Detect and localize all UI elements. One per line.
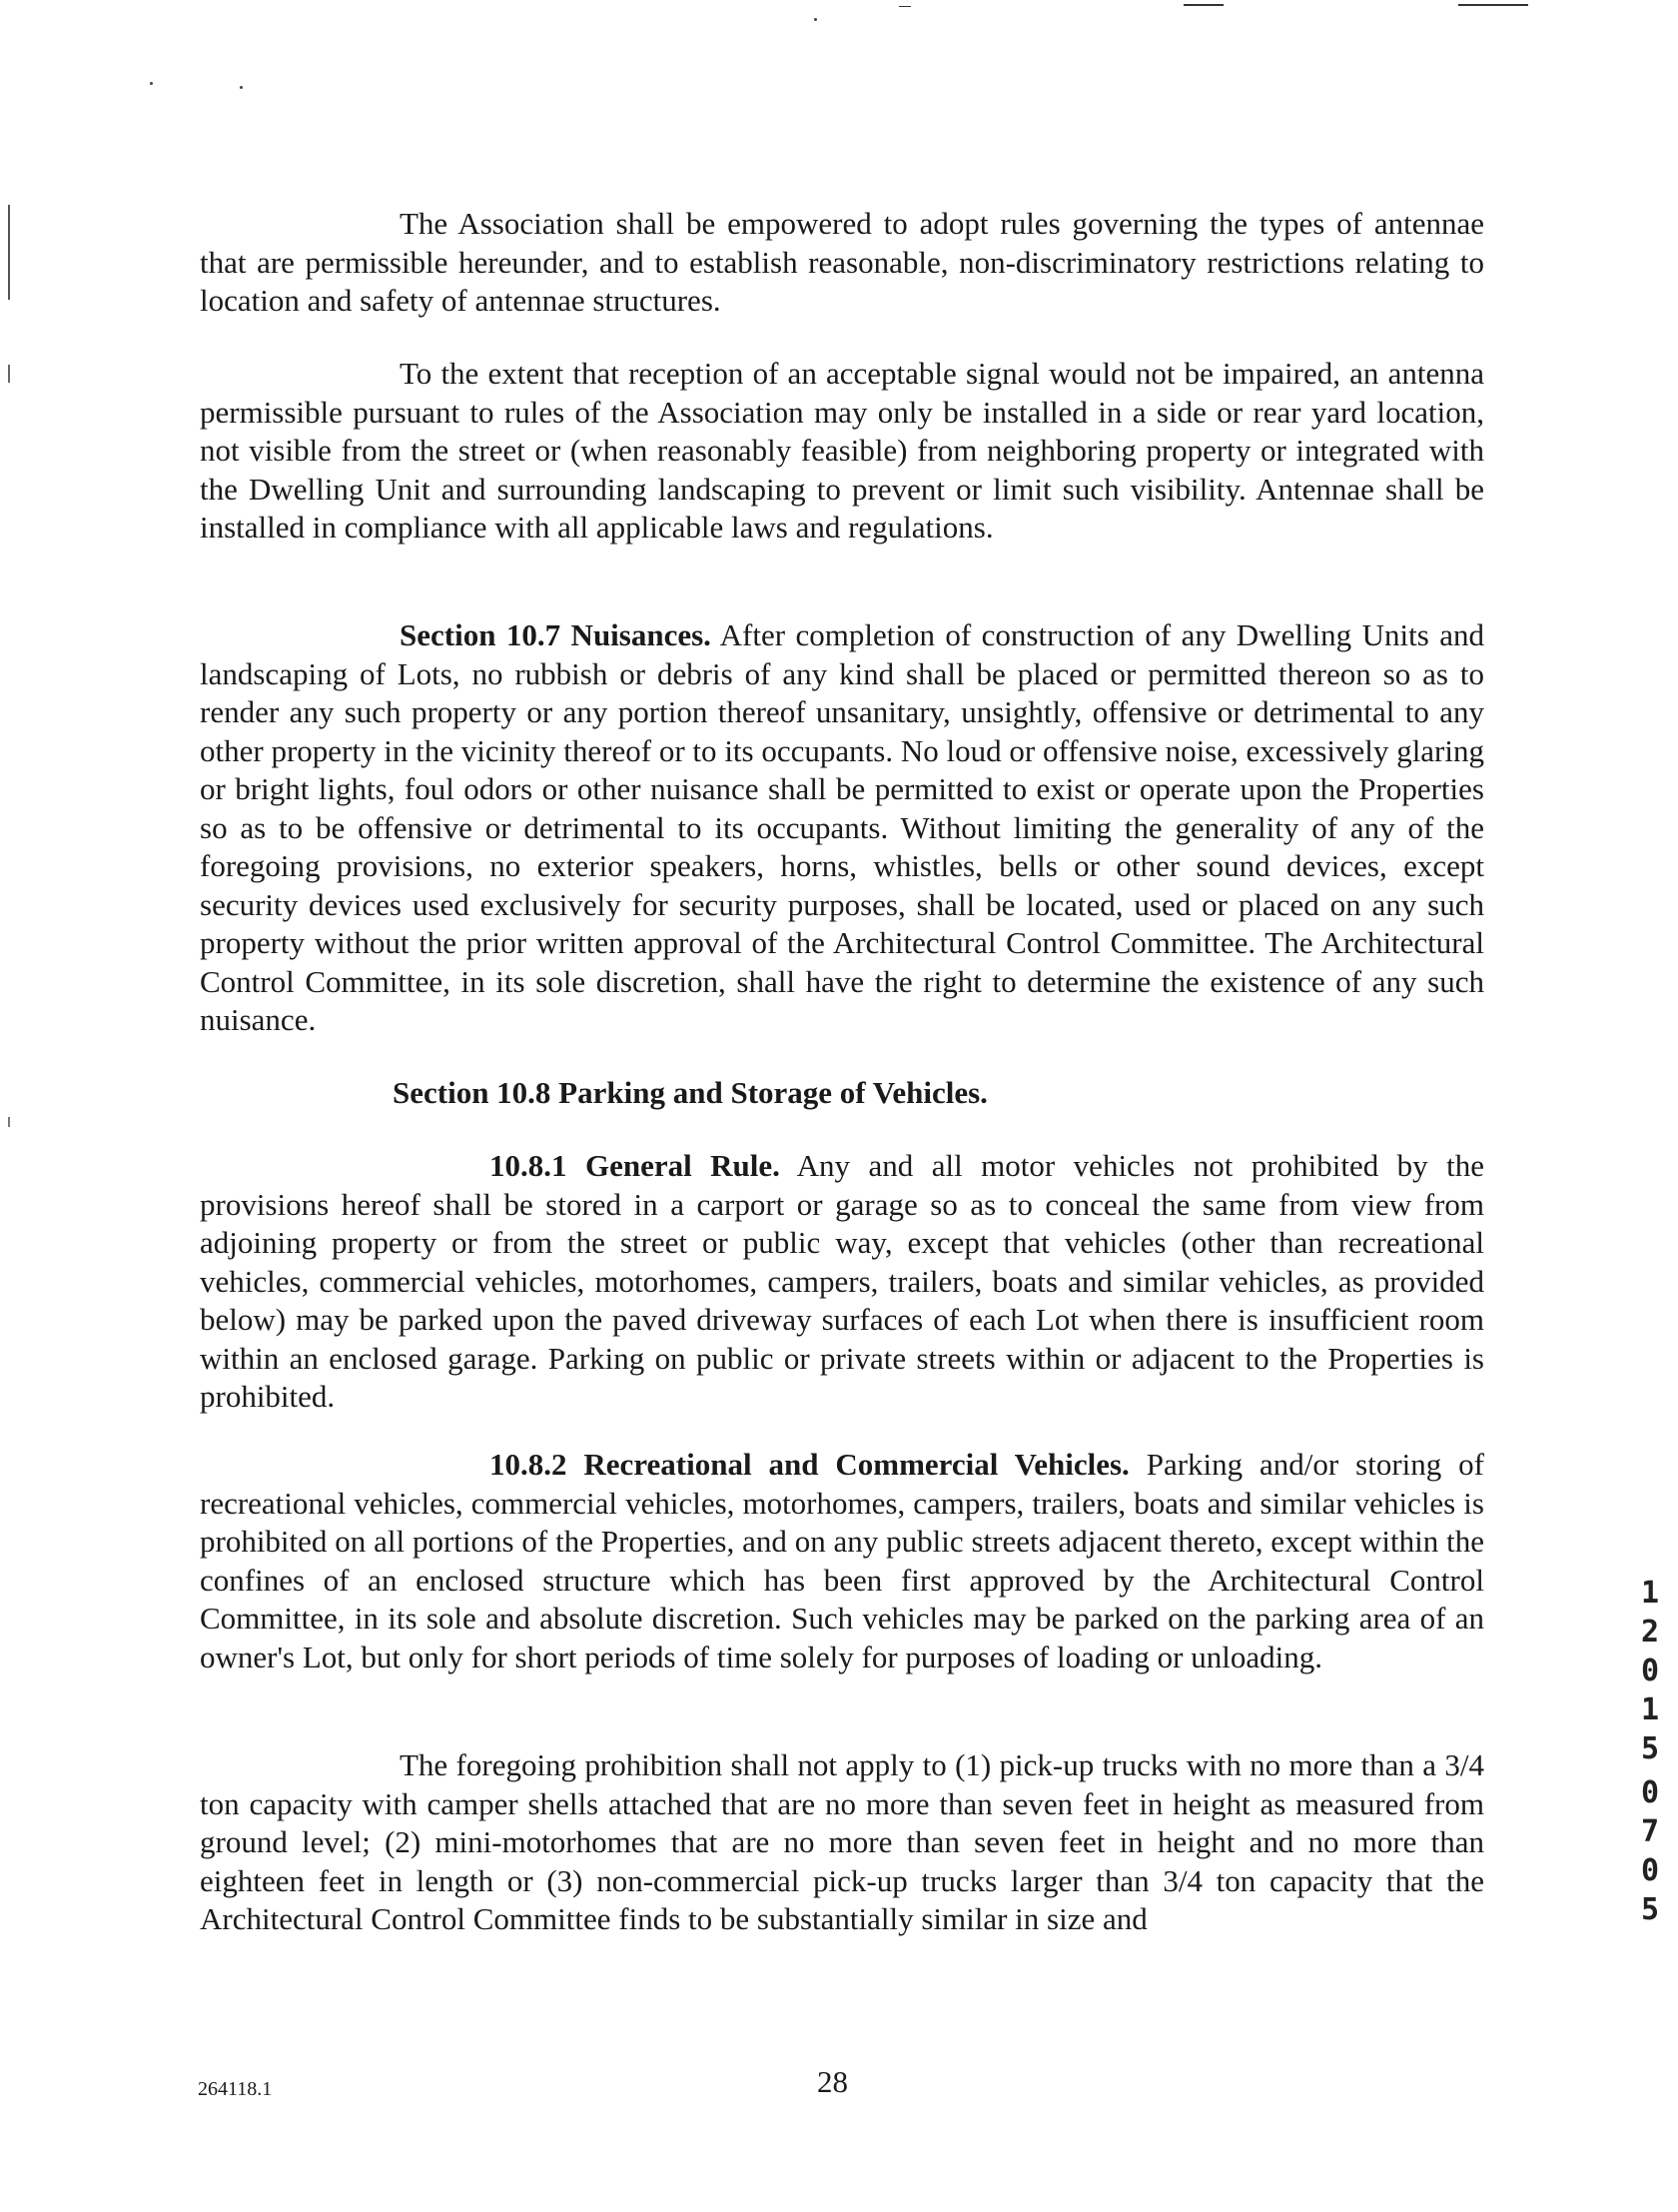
recording-stamp-bottom <box>1636 1773 1664 1929</box>
paragraph-antennae-placement <box>200 355 1484 548</box>
paragraph-prohibition-exceptions <box>200 1746 1484 1939</box>
stamp-digit: 5 <box>1640 1731 1660 1766</box>
recording-stamp-top <box>1636 1574 1664 1768</box>
footer-page-number: 28 <box>817 2064 848 2099</box>
section-10-7-nuisances <box>200 616 1484 1040</box>
footer-document-id: 264118.1 <box>198 2078 273 2100</box>
paragraph-text: The foregoing prohibition shall not apply to (1) pick-up trucks with no more than a 3/4 ton capacity with camper shells attached that are no more than seven feet in height as measured from ground level; (2) mini-motorhomes that are no more than seven feet in height and no more than eighteen feet in length or (3) non-commercial pick-up trucks larger than 3/4 ton capacity that the Architectural Control Committee finds to be substantially similar in size and <box>200 1747 1484 1936</box>
stamp-digit: 2 <box>1640 1615 1660 1650</box>
stamp-digit: 1 <box>1640 1692 1660 1727</box>
scan-artifact-dot <box>814 18 817 21</box>
scan-artifact-line <box>8 365 10 383</box>
stamp-digit: 0 <box>1640 1775 1660 1810</box>
scan-artifact-dot <box>240 86 243 89</box>
stamp-digit: 0 <box>1640 1853 1660 1888</box>
scan-artifact-line <box>8 205 10 300</box>
paragraph-text: The Association shall be empowered to adopt rules governing the types of antennae that are permissible hereunder, and to establish reasonable, non-discriminatory restrictions relating to location and safety of antennae structures. <box>200 206 1484 318</box>
paragraph-text: To the extent that reception of an acceptable signal would not be impaired, an antenna permissible pursuant to rules of the Association may only be installed in a side or rear yard location, not visible from the street or (when reasonably feasible) from neighboring property or integrated with the Dwelling Unit and surrounding landscaping to prevent or limit such visibility. Antennae shall be installed in compliance with all applicable laws and regulations. <box>200 356 1484 545</box>
scan-artifact-line <box>899 6 911 7</box>
stamp-digit: 5 <box>1640 1892 1660 1927</box>
section-heading: Section 10.7 Nuisances. <box>400 617 711 652</box>
paragraph-antennae-rules <box>200 205 1484 321</box>
section-10-8-1-general-rule <box>200 1147 1484 1417</box>
scan-artifact-dot <box>150 82 153 85</box>
section-body: After completion of construction of any Dwelling Units and landscaping of Lots, no rubbish or debris of any kind shall be placed or permitted thereon so as to render any such property or any portion thereof unsanitary, unsightly, offensive or detrimental to any other property in the vicinity thereof or to its occupants. No loud or offensive noise, excessively glaring or bright lights, foul odors or other nuisance shall be permitted to exist or operate upon the Properties so as to be offensive or detrimental to its occupants. Without limiting the generality of any of the foregoing provisions, no exterior speakers, horns, whistles, bells or other sound devices, except security devices used exclusively for security purposes, shall be located, used or placed on any such property without the prior written approval of the Architectural Control Committee. The Architectural Control Committee, in its sole discretion, shall have the right to determine the existence of any such nuisance. <box>200 617 1484 1037</box>
subsection-heading: 10.8.2 Recreational and Commercial Vehicles. <box>489 1447 1130 1482</box>
subsection-heading: 10.8.1 General Rule. <box>489 1148 780 1183</box>
subsection-body: Parking and/or storing of recreational vehicles, commercial vehicles, motorhomes, campers, trailers, boats and similar vehicles is prohibited on all portions of the Properties, and on any public streets adjacent thereto, except within the confines of an enclosed structure which has been first approved by the Architectural Control Committee, in its sole and absolute discretion. Such vehicles may be parked on the parking area of an owner's Lot, but only for short periods of time solely for purposes of loading or unloading. <box>200 1447 1484 1674</box>
section-10-8-2-recreational-vehicles <box>200 1446 1484 1676</box>
stamp-digit: 1 <box>1640 1576 1660 1611</box>
scan-artifact-line <box>1184 4 1224 6</box>
section-10-8-heading: Section 10.8 Parking and Storage of Vehicles. <box>393 1075 988 1110</box>
subsection-body: Any and all motor vehicles not prohibited by the provisions hereof shall be stored in a carport or garage so as to conceal the same from view from adjoining property or from the street or public way, except that vehicles (other than recreational vehicles, commercial vehicles, motorhomes, campers, trailers, boats and similar vehicles, as provided below) may be parked upon the paved driveway surfaces of each Lot when there is insufficient room within an enclosed garage. Parking on public or private streets within or adjacent to the Properties is prohibited. <box>200 1148 1484 1414</box>
scan-artifact-line <box>1458 4 1528 6</box>
stamp-digit: 0 <box>1640 1654 1660 1688</box>
scan-artifact-line <box>8 1117 10 1127</box>
stamp-digit: 7 <box>1640 1814 1660 1849</box>
